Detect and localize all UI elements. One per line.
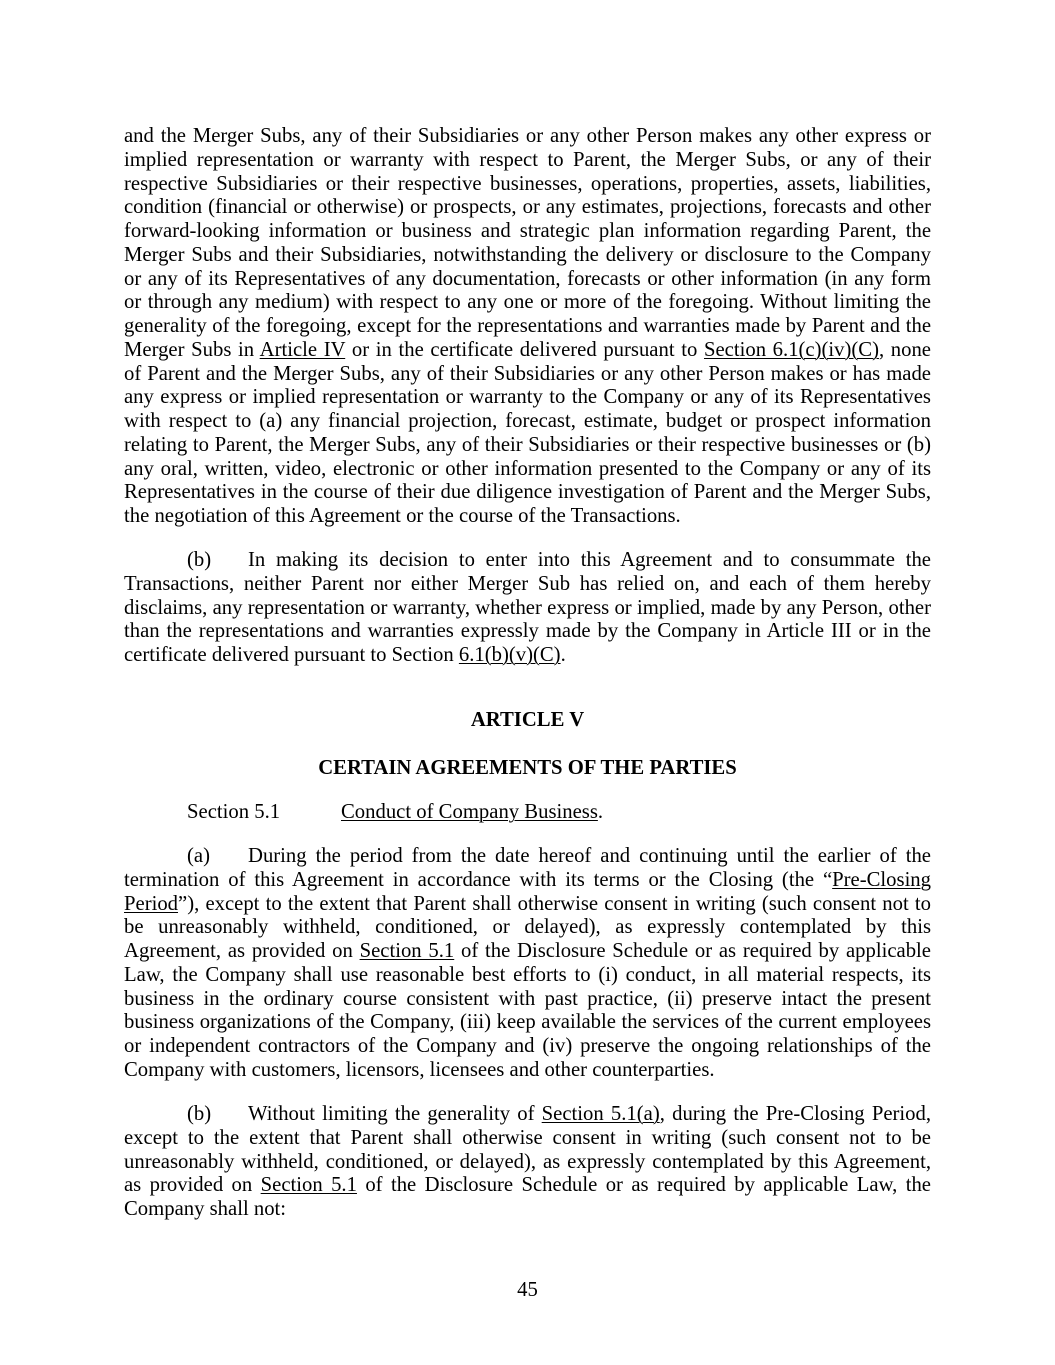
cross-reference-6-1-b-v-c: 6.1(b)(v)(C)	[458, 644, 561, 666]
defined-term-pre-closing-period: Pre-Closing Period	[124, 868, 931, 915]
paragraph-text: Without limiting the generality of	[248, 1103, 542, 1125]
paragraph-text: , none of Parent and the Merger Subs, any of their Subsidiaries or any other Person makes or has made any express or implied representation or warranty to the Company or any of its Representatives with respect to (a) any financial projection, forecast, estimate, budget or prospect information relating to Parent, the Merger Subs, any of their Subsidiaries or their respective businesses or (b) any oral, written, video, electronic or other information presented to the Company or any of its Representatives in the course of their due diligence investigation of Parent and the Merger Subs, the negotiation of this Agreement or the course of the Transactions.	[124, 338, 931, 527]
article-title-heading: CERTAIN AGREEMENTS OF THE PARTIES	[318, 757, 737, 779]
paragraph-text: ”), except to the extent that Parent shall otherwise consent in writing (such consent not to be unreasonably withheld, conditioned, or delayed), as expressly contemplated by this Agreement, as provided on	[124, 892, 931, 962]
section-title-trail: .	[597, 801, 604, 823]
paragraph-label: (b)	[187, 549, 212, 571]
article-number-heading: ARTICLE V	[470, 709, 585, 731]
paragraph-continued	[124, 125, 931, 529]
cross-reference-section-6-1-c-iv-c: Section 6.1(c)(iv)(C)	[703, 338, 879, 361]
paragraph-text: and the Merger Subs, any of their Subsidiaries or any other Person makes any other express or implied representation or warranty with respect to Parent, the Merger Subs, or any of their respective Subsidiaries or their respective businesses, operations, properties, assets, liabilities, condition (financial or otherwise) or prospects, or any estimates, projections, forecasts and other forward-looking information or business and strategic plan information regarding Parent, the Merger Subs and their Subsidiaries, notwithstanding the delivery or disclosure to the Company or any of its Representatives of any documentation, forecasts or other information (in any form or through any medium) with respect to any one or more of the foregoing. Without limiting the generality of the foregoing, except for the representations and warranties made by Parent and the Merger Subs in	[124, 125, 931, 361]
paragraph-text: , during the Pre-Closing Period, except to the extent that Parent shall otherwise consent in writing (such consent not to be unreasonably withheld, conditioned, or delayed), as expressly contemplated by this Agreement, as provided on	[124, 1103, 932, 1197]
paragraph-text: or in the certificate delivered pursuant to	[345, 338, 704, 361]
page-number: 45	[517, 1279, 538, 1301]
section-number: Section 5.1	[187, 801, 281, 823]
section-heading	[124, 801, 931, 825]
paragraph-text: During the period from the date hereof and continuing until the earlier of the termination of this Agreement in accordance with its terms or the Closing (the “	[124, 845, 931, 891]
section-title: Conduct of Company Business	[341, 801, 598, 823]
paragraph-label: (a)	[187, 845, 210, 867]
paragraph-text: of the Disclosure Schedule or as required by applicable Law, the Company shall use reasonable best efforts to (i) conduct, in all material respects, its business in the ordinary course consistent with past practice, (ii) preserve intact the present business organizations of the Company, (iii) keep available the services of the current employees or independent contractors of the Company and (iv) preserve the ongoing relationships of the Company with customers, licensors, licensees and other counterparties.	[124, 940, 931, 1081]
paragraph-text: In making its decision to enter into this Agreement and to consummate the Transactions, neither Parent nor either Merger Sub has relied on, and each of them hereby disclaims, any representation or warranty, whether express or implied, made by any Person, other than the representations and warranties expressly made by the Company in Article III or in the certificate delivered pursuant to Section	[124, 549, 931, 666]
paragraph-text: .	[560, 644, 566, 666]
paragraph-b-restrictions	[124, 1103, 931, 1222]
cross-reference-section-5-1: Section 5.1	[359, 940, 455, 962]
paragraph-label: (b)	[187, 1103, 212, 1125]
paragraph-text: of the Disclosure Schedule or as required by applicable Law, the Company shall not:	[124, 1174, 931, 1220]
paragraph-a-conduct	[124, 845, 931, 1083]
paragraph-b-reliance	[124, 549, 931, 668]
cross-reference-section-5-1-a: Section 5.1(a)	[541, 1103, 660, 1125]
cross-reference-article-iv: Article IV	[259, 338, 346, 361]
cross-reference-section-5-1: Section 5.1	[260, 1174, 357, 1197]
